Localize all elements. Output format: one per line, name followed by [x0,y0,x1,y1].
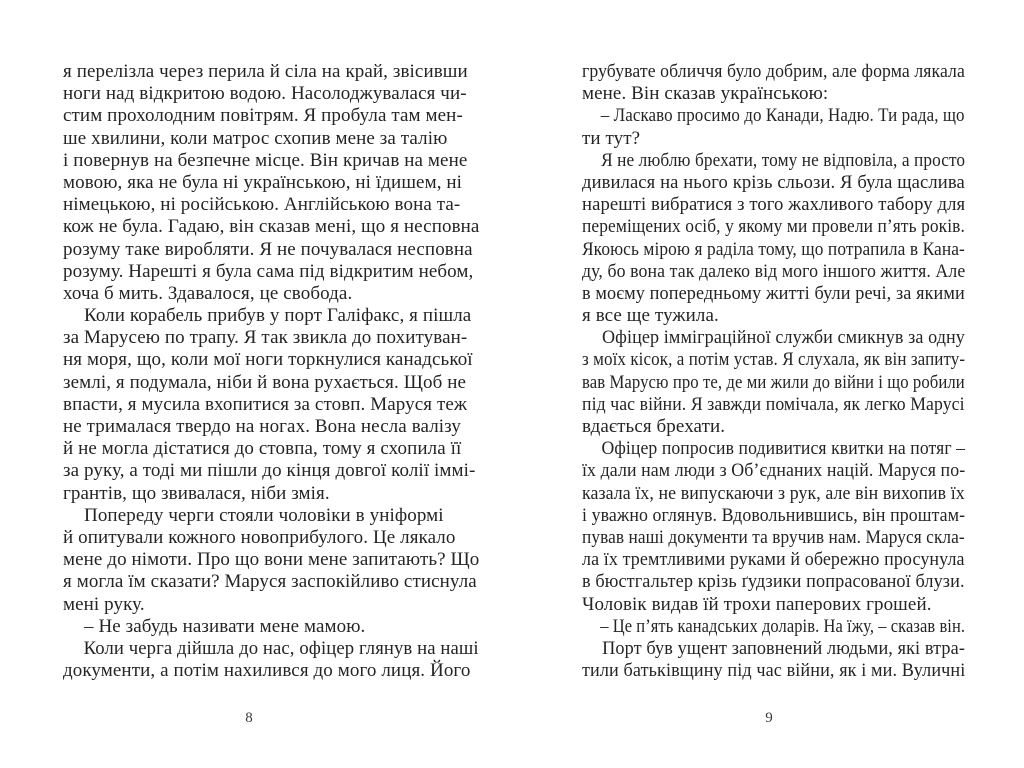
text-line: дивилася на нього крізь сльози. Я була щаслива [582,171,965,193]
text-line: в бюстгальтер крізь ґудзики попрасованої блузи. [582,571,965,593]
text-line: й не могла дістатися до стовпа, тому я схопила її [63,438,462,460]
text-line: ду, бо вона так далеко від мого іншого життя. Але [582,260,966,282]
text-line: ня моря, що, коли мої ноги торкнулися канадської [63,349,473,371]
text-line: ла їх тремтливими руками й обережно просунула [582,549,965,571]
text-line: в моєму попередньому житті були речі, за якими [582,282,965,304]
text-line: й опитували кожного новоприбулого. Це лякало [63,526,456,548]
text-line: і повернув на безпечне місце. Він кричав на мене [63,149,468,171]
text-line: Офіцер імміграційної служби смикнув за одну [602,327,965,349]
text-line: кож не була. Гадаю, він сказав мені, що я несповна [63,216,480,238]
text-line: землі, я подумала, ніби й вона рухається. Щоб не [63,371,467,393]
text-line: і уважно оглянув. Вдовольнившись, він проштам- [582,504,966,526]
text-line: хоча б мить. Здавалося, це свобода. [63,282,353,304]
text-line: мене до німоти. Про що вони мене запитають? Що [63,549,480,571]
text-line: я могла їм сказати? Маруся заспокійливо стиснула [63,571,477,593]
text-line: ноги над відкритою водою. Насолоджувалася чи- [63,83,467,105]
left-page-number: 8 [245,710,253,726]
text-line: Якоюсь мірою я раділа тому, що потрапила в Кана- [582,238,965,260]
left-page-text [63,61,479,682]
text-line: розуму таке виробляти. Я не почувалася несповна [63,238,473,260]
text-line: тили батьківщину під час війни, як і ми. Вуличні [582,660,966,682]
right-page-number: 9 [765,710,773,726]
text-line: документи, а потім нахилився до мого лиця. Його [63,660,471,682]
text-line: розуму. Нарешті я була сама під відкритим небом, [63,260,474,282]
text-line: мені руку. [63,593,145,615]
text-line: я все ще тужила. [582,305,719,327]
text-line: під час війни. Я завжди помічала, як легко Марусі [582,393,965,415]
text-line: стим прохолодним повітрям. Я пробула там мен- [63,105,463,127]
text-line: їх дали нам люди з Об’єднаних націй. Маруся по- [582,460,966,482]
text-line: ти тут? [582,127,641,149]
text-line: не трималася твердо на ногах. Вона несла валізу [63,416,461,437]
text-line: казала їх, не випускаючи з рук, але він вихопив їх [582,482,965,504]
text-line: грубувате обличчя було добрим, але форма лякала [582,61,965,82]
text-line: Я не люблю брехати, тому не відповіла, а просто [601,149,966,171]
text-line: Попереду черги стояли чоловіки в уніформі [84,504,444,526]
text-line: пував наші документи та вручив нам. Маруся скла- [582,526,965,548]
text-line: за руку, а тоді ми пішли до кінця довгої колії іммі- [63,460,476,482]
text-line: Коли черга дійшла до нас, офіцер глянув на наші [83,637,479,659]
text-line: – Це п’ять канадських доларів. На їжу, – сказав він. [600,615,966,637]
text-line: Офіцер попросив подивитися квитки на потяг – [601,438,966,460]
text-line: вав Марусю про те, де ми жили до війни і що робили [582,371,965,393]
text-line: нарешті вибратися з того жахливого табору для [582,194,966,216]
text-line: ше хвилини, коли матрос схопив мене за талію [63,127,448,149]
text-line: мене. Він сказав українською: [582,83,829,105]
text-line: я перелізла через перила й сіла на край, звісивши [63,61,468,82]
text-line: вдається брехати. [582,416,726,437]
text-line: впасти, я мусила вхопитися за стовп. Маруся теж [63,393,468,415]
text-line: – Ласкаво просимо до Канади, Надю. Ти рада, що [600,105,965,127]
text-line: Порт був ущент заповнений людьми, які втра- [602,637,965,659]
text-line: Коли корабель прибув у порт Галіфакс, я пішла [84,305,472,327]
text-line: за Марусею по трапу. Я так звикла до похитуван- [63,327,468,349]
text-line: – Не забудь називати мене мамою. [84,615,366,637]
text-line: мовою, яка не була ні українською, ні їдишем, ні [63,171,463,193]
text-line: німецькою, ні російською. Англійською вона та- [63,194,461,216]
right-page-text [582,61,965,682]
text-line: переміщених осіб, у якому ми провели п’ять років. [582,216,965,238]
text-line: грантів, що звивалася, ніби змія. [63,482,330,504]
text-line: з моїх кісок, а потім устав. Я слухала, як він запиту- [582,349,966,371]
text-line: Чоловік видав їй трохи паперових грошей. [582,593,932,615]
